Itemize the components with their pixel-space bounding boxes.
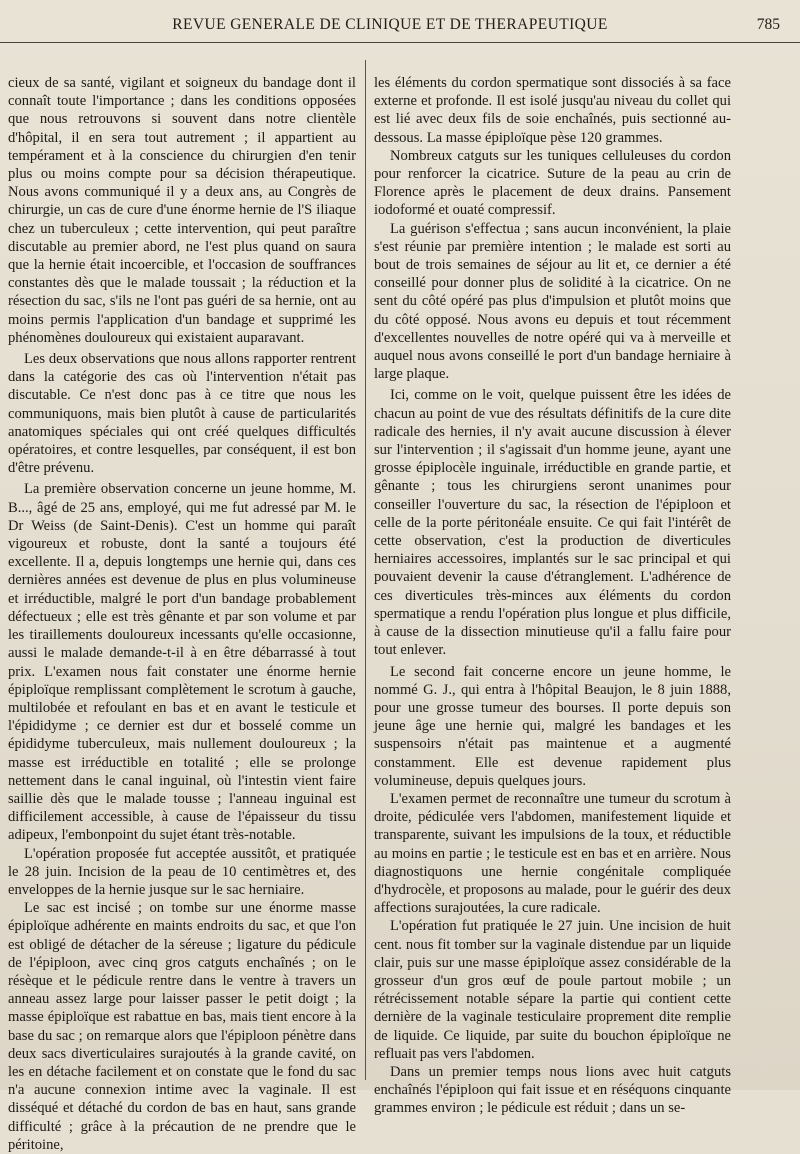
paragraph: Le second fait concerne encore un jeune homme, le nommé G. J., qui entra à l'hôpital Beaujon, le 8 juin 1888, pour une grosse tumeur des bourses. Il porte depuis son jeune âge une hernie qui, malgré les bandages et les suspensoirs n'était pas maintenue et a augmenté constamment. Elle est devenue rapidement plus volumineuse, depuis quelques jours. — [374, 663, 731, 789]
right-column — [374, 74, 731, 1117]
header-rule — [0, 42, 800, 43]
journal-title: REVUE GENERALE DE CLINIQUE ET DE THERAPEUTIQUE — [172, 16, 608, 33]
paragraph: La première observation concerne un jeune homme, M. B..., âgé de 25 ans, employé, qui me fut adressé par M. le Dr Weiss (de Saint-Denis). C'est un homme qui paraît vigoureux et robuste, dont la santé a toujours été excellente. Il a, depuis longtemps une hernie qui, dans ces dernières années est devenue de plus en plus volumineuse et irréductible, malgré le port d'un bandage probablement défectueux ; elle est très gênante et par son volume et par les tiraillements douloureux incessants qu'elle occasionne, aussi le malade demande-t-il à en être débarrassé à tout prix. L'examen nous fait constater une énorme hernie épiploïque remplissant complètement le scrotum à gauche, multilobée et refoulant en bas et en avant le testicule et l'épididyme ; ce dernier est dur et bosselé comme un épididyme tuberculeux, mais nullement douloureux ; la masse est irréductible en totalité ; elle se prolonge nettement dans le canal inguinal, où l'intestin vient faire saillie dès que le malade tousse ; l'anneau inguinal est difficilement accessible, à cause de l'épaisseur du tissu adipeux, l'embonpoint du sujet étant très-notable. — [8, 481, 356, 844]
paragraph: les éléments du cordon spermatique sont dissociés à sa face externe et profonde. Il est isolé jusqu'au niveau du collet qui est lié avec deux fils de soie enchaînés, puis sectionné au-dessous. La masse épiploïque pèse 120 grammes. — [374, 75, 731, 146]
running-header — [0, 16, 800, 40]
paragraph: Ici, comme on le voit, quelque puissent être les idées de chacun au point de vue des résultats définitifs de la cure dite radicale des hernies, il n'y avait aucune discussion à élever sur l'intervention ; il s'agissait d'un homme jeune, ayant une grosse épiplocèle inguinale, irréductible en grande partie, et gênante ; tous les chirurgiens seront unanimes pour conseiller l'ouverture du sac, la résection de l'épiploon et celle de la porte péritonéale ensuite. Ce qui fait l'intérêt de cette observation, c'est la production de diverticules herniaires accessoires, implantés sur le sac principal et qui pouvaient devenir la cause d'étranglement. L'adhérence de ces diverticules très-minces aux éléments du cordon spermatique a rendu l'opération plus longue et plus difficile, à cause de la dissection minutieuse qu'il a fallu faire pour tout enlever. — [374, 387, 731, 659]
paragraph: L'opération fut pratiquée le 27 juin. Une incision de huit cent. nous fit tomber sur la vaginale distendue par un liquide clair, puis sur une masse épiploïque assez considérable de la grosseur d'un gros œuf de poule partout mobile ; un rétrécissement notable sépare la partie qui contient cette dernière de la vaginale testiculaire proprement dite remplie de liquide. Ce liquide, par suite du bouchon épiploïque ne refluait pas vers l'abdomen. — [374, 918, 731, 1062]
paragraph: Le sac est incisé ; on tombe sur une énorme masse épiploïque adhérente en maints endroits du sac, et que l'on est obligé de détacher de la séreuse ; ligature du pédicule de l'épiploon, avec cinq gros catguts enchaînés ; on le résèque et le pédicule rentre dans le ventre à travers un anneau assez large pour laisser passer le petit doigt ; la masse épiploïque est rabattue en bas, mais tient encore à la base du sac ; on remarque alors que l'épiploon pénètre dans deux sacs diverticulaires surajoutés à la grande cavité, on les en détache facilement et on constate que le fond du sac n'a aucune connexion intime avec la vaginale. Il est disséqué et détaché du cordon de bas en haut, sans grande difficulté ; grâce à la précaution de ne prendre que le péritoine, — [8, 900, 356, 1153]
paragraph: L'examen permet de reconnaître une tumeur du scrotum à droite, pédiculée vers l'abdomen, manifestement liquide et transparente, suivant les impulsions de la toux, et réductible au moins en partie ; le testicule est en bas et en arrière. Nous diagnostiquons une hernie congénitale compliquée d'hydrocèle, et proposons au malade, pour le guérir des deux affections surajoutées, la cure radicale. — [374, 790, 731, 917]
paragraph: La guérison s'effectua ; sans aucun inconvénient, la plaie s'est réunie par première intention ; le malade est sorti au bout de trois semaines de séjour au lit et, ce dernier a été conseillé pour donner plus de solidité à la cicatrice. On ne sent du côté opéré pas plus d'impulsion et plutôt moins que du côté opposé. Nous avons eu depuis et tout récemment d'excellentes nouvelles de notre opéré qui va à merveille et auquel nous avons conseillé le port d'un bandage herniaire à large plaque. — [374, 220, 731, 383]
paragraph: L'opération proposée fut acceptée aussitôt, et pratiquée le 28 juin. Incision de la peau de 10 centimètres et, des enveloppes de la hernie jusque sur le sac herniaire. — [8, 845, 356, 898]
column-divider — [365, 60, 366, 1080]
left-column — [8, 74, 356, 1153]
paragraph: Dans un premier temps nous lions avec huit catguts enchaînés l'épiploon qui fait issue et en réséquons cinquante grammes environ ; le pédicule est réduit ; dans un se- — [374, 1063, 731, 1117]
paragraph: Nombreux catguts sur les tuniques celluleuses du cordon pour renforcer la cicatrice. Suture de la peau au crin de Florence après le placement de deux drains. Pansement iodoformé et ouaté compressif. — [374, 147, 731, 219]
paragraph: cieux de sa santé, vigilant et soigneux du bandage dont il connaît toute l'importance ; dans les conditions opposées que nous retrouvons si souvent dans notre clientèle d'hôpital, il en sera tout autrement ; il appartient au tempérament et à la conscience du chirurgien d'en tenir plus ou moins compte pour sa décision thérapeutique. Nous avons communiqué il y a deux ans, au Congrès de chirurgie, un cas de cure d'une énorme hernie de l'S iliaque chez un tuberculeux ; cette intervention, qui peut paraître discutable au premier abord, ne l'est plus quand on saura que la hernie était incoercible, et l'occasion de souffrances constantes dès que le malade toussait ; la réduction et la résection du sac, s'ils ne l'ont pas guéri de sa hernie, ont au moins permis l'application d'un bandage et supprimé les phénomènes douloureux qui existaient auparavant. — [8, 75, 356, 346]
paragraph: Les deux observations que nous allons rapporter rentrent dans la catégorie des cas où l'intervention n'était pas discutable. Ce n'est donc pas à ce titre que nous les communiquons, mais bien plutôt à cause de particularités anatomiques spéciales qui ont créé quelques difficultés opératoires, et contre lesquelles, par conséquent, il est bon d'être prévenu. — [8, 351, 356, 477]
page-number: 785 — [756, 16, 780, 33]
